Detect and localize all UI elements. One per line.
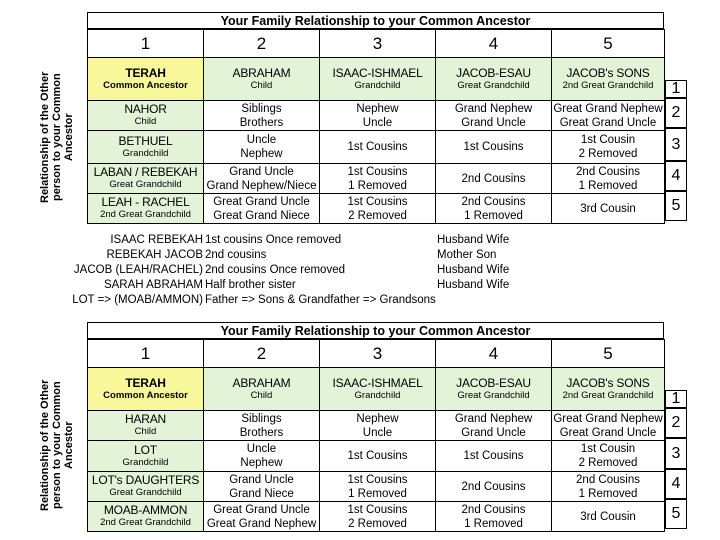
row-number: 3 xyxy=(665,438,687,469)
column-number: 4 xyxy=(436,340,552,368)
generation-header xyxy=(204,368,320,411)
side-label-text: Relationship of the Other person to your Common Ancestor xyxy=(39,379,75,512)
generation-name: TERAH xyxy=(125,375,166,390)
relationship-cell xyxy=(436,441,552,472)
relationship-text: Great Grand Uncle xyxy=(559,116,657,129)
column-number: 5 xyxy=(552,30,665,58)
generation-label: 2nd Great Grandchild xyxy=(562,79,654,91)
relationship-cell xyxy=(436,131,552,164)
relationship-cell xyxy=(204,194,320,224)
generation-name: ISAAC-ISHMAEL xyxy=(332,375,423,390)
row-number: 2 xyxy=(665,408,687,438)
relationship-cell xyxy=(320,164,436,194)
generation-name: TERAH xyxy=(125,65,166,80)
relationship-cell xyxy=(204,411,320,441)
generation-label: Common Ancestor xyxy=(103,389,188,401)
relationship-cell xyxy=(204,101,320,131)
generation-label: Child xyxy=(250,79,273,91)
chart-title: Your Family Relationship to your Common Ancestor xyxy=(87,322,664,339)
relationship-text: Grand Niece xyxy=(229,487,294,500)
note-pair: REBEKAH JACOB xyxy=(106,249,203,261)
note-relation: 1st cousins Once removed xyxy=(205,234,342,246)
person-cell xyxy=(88,472,204,502)
relationship-text: Uncle xyxy=(362,116,393,129)
row-number: 1 xyxy=(665,390,687,408)
generation-name: JACOB-ESAU xyxy=(456,65,531,80)
column-number: 1 xyxy=(88,340,204,368)
relationship-text: 1st Cousins xyxy=(463,450,524,462)
generation-header xyxy=(436,58,552,101)
relationship-text: 3rd Cousin xyxy=(580,510,636,523)
side-label xyxy=(33,56,81,219)
note-relation: 2nd cousins xyxy=(205,249,267,261)
relationship-text: 2nd Cousins xyxy=(576,473,640,486)
person-generation: Child xyxy=(134,426,157,437)
person-generation: Child xyxy=(134,116,157,127)
relationship-cell xyxy=(320,472,436,502)
person-name: LABAN / REBEKAH xyxy=(93,165,198,179)
relationship-cell xyxy=(552,502,665,532)
note-pair: LOT => (MOAB/AMMON) xyxy=(72,294,203,306)
person-cell xyxy=(88,502,204,532)
relationship-text: Grand Uncle xyxy=(461,116,526,129)
relationship-text: 1 Removed xyxy=(578,179,638,192)
relationship-text: Grand Nephew xyxy=(454,102,533,115)
relationship-text: 1st Cousins xyxy=(463,141,524,153)
note-relation: 2nd cousins Once removed xyxy=(205,264,345,276)
relationship-cell xyxy=(436,411,552,441)
relationship-text: 1st Cousins xyxy=(347,165,408,178)
generation-header xyxy=(320,368,436,411)
person-name: BETHUEL xyxy=(118,133,173,148)
generation-label: Common Ancestor xyxy=(103,79,188,91)
note-pair: JACOB (LEAH/RACHEL) xyxy=(73,264,203,276)
column-number: 2 xyxy=(204,340,320,368)
generation-name: ABRAHAM xyxy=(232,65,291,80)
generation-name: JACOB's SONS xyxy=(566,65,650,80)
relationship-text: 1 Removed xyxy=(464,209,523,222)
relationship-text: Grand Uncle xyxy=(229,165,294,178)
relationship-text: 2nd Cousins xyxy=(461,195,526,208)
column-number: 3 xyxy=(320,340,436,368)
generation-name: ABRAHAM xyxy=(232,375,291,390)
relationship-text: Great Grand Uncle xyxy=(213,195,310,208)
note-role: Husband Wife xyxy=(437,279,510,291)
relationship-text: 2 Removed xyxy=(348,517,407,530)
relationship-text: 1st Cousins xyxy=(347,450,408,462)
generation-header xyxy=(204,58,320,101)
relationship-text: Great Grand Niece xyxy=(213,209,310,222)
column-number: 4 xyxy=(436,30,552,58)
relationship-text: Uncle xyxy=(246,134,277,146)
person-cell xyxy=(88,441,204,472)
relationship-cell xyxy=(552,194,665,224)
person-cell xyxy=(88,101,204,131)
relationship-cell xyxy=(552,441,665,472)
relationship-cell xyxy=(552,131,665,164)
relationship-text: Great Grand Uncle xyxy=(559,426,657,439)
relationship-cell xyxy=(436,101,552,131)
column-number: 2 xyxy=(204,30,320,58)
relationship-text: Brothers xyxy=(239,116,284,129)
side-label-text: Relationship of the Other person to your Common Ancestor xyxy=(39,71,75,204)
generation-label: Child xyxy=(250,389,273,401)
side-label xyxy=(33,364,81,527)
person-generation: Grandchild xyxy=(122,456,169,468)
generation-header xyxy=(436,368,552,411)
chart-title: Your Family Relationship to your Common Ancestor xyxy=(87,12,664,29)
person-generation: Great Grandchild xyxy=(109,487,182,498)
relationship-text: Uncle xyxy=(362,426,393,439)
relationship-cell xyxy=(436,472,552,502)
relationship-cell xyxy=(320,131,436,164)
generation-name: JACOB-ESAU xyxy=(456,375,531,390)
relationship-cell xyxy=(204,472,320,502)
relationship-text: 2 Removed xyxy=(578,457,638,469)
relationship-cell xyxy=(552,101,665,131)
relationship-text: Grand Uncle xyxy=(229,473,294,486)
row-number: 5 xyxy=(665,191,687,221)
generation-label: Grandchild xyxy=(354,389,401,401)
relationship-text: Uncle xyxy=(246,443,277,455)
row-number: 5 xyxy=(665,499,687,529)
generation-header xyxy=(552,368,665,411)
relationship-text: Nephew xyxy=(356,412,399,425)
relationship-text: 1st Cousins xyxy=(347,141,408,153)
person-name: HARAN xyxy=(124,412,166,426)
relationship-text: 1 Removed xyxy=(578,487,638,500)
relationship-text: Great Grand Nephew xyxy=(553,412,663,425)
relationship-text: 2 Removed xyxy=(348,209,407,222)
person-name: LEAH - RACHEL xyxy=(101,195,190,209)
relationship-cell xyxy=(436,194,552,224)
relationship-text: 1 Removed xyxy=(348,487,407,500)
relationship-text: Nephew xyxy=(356,102,399,115)
relationship-cell xyxy=(204,131,320,164)
relationship-text: Brothers xyxy=(239,426,284,439)
relationship-text: Siblings xyxy=(241,102,282,115)
person-name: MOAB-AMMON xyxy=(103,503,188,517)
note-role: Mother Son xyxy=(437,249,497,261)
relationship-text: Grand Nephew/Niece xyxy=(206,179,317,192)
relationship-text: 2nd Cousins xyxy=(461,503,526,516)
note-role: Husband Wife xyxy=(437,264,510,276)
note-pair: SARAH ABRAHAM xyxy=(103,279,203,291)
relationship-text: 1 Removed xyxy=(464,517,523,530)
generation-label: 2nd Great Grandchild xyxy=(562,389,654,401)
person-generation: Great Grandchild xyxy=(109,179,182,190)
relationship-cell xyxy=(436,502,552,532)
person-name: NAHOR xyxy=(124,102,167,116)
relationship-cell xyxy=(552,411,665,441)
relationship-cell xyxy=(320,101,436,131)
generation-name: JACOB's SONS xyxy=(566,375,650,390)
generation-header xyxy=(88,368,204,411)
person-cell xyxy=(88,131,204,164)
relationship-cell xyxy=(320,502,436,532)
relationship-cell xyxy=(320,441,436,472)
generation-label: Great Grandchild xyxy=(457,79,530,91)
person-generation: Grandchild xyxy=(122,147,169,159)
relationship-cell xyxy=(320,411,436,441)
row-number: 4 xyxy=(665,469,687,499)
relationship-text: 2nd Cousins xyxy=(461,172,526,185)
generation-header xyxy=(320,58,436,101)
relationship-text: 2 Removed xyxy=(578,148,638,160)
relationship-text: Great Grand Nephew xyxy=(206,517,317,530)
relationship-text: 3rd Cousin xyxy=(580,202,636,215)
relationship-cell xyxy=(552,164,665,194)
column-number: 5 xyxy=(552,340,665,368)
relationship-cell xyxy=(552,472,665,502)
person-generation: 2nd Great Grandchild xyxy=(100,517,191,528)
relationship-grid xyxy=(87,339,665,532)
relationship-cell xyxy=(204,164,320,194)
relationship-notes xyxy=(0,233,720,308)
generation-header xyxy=(552,58,665,101)
relationship-text: Great Grand Uncle xyxy=(213,503,310,516)
generation-name: ISAAC-ISHMAEL xyxy=(332,65,423,80)
person-cell xyxy=(88,411,204,441)
person-cell xyxy=(88,164,204,194)
generation-label: Grandchild xyxy=(354,79,401,91)
relationship-cell xyxy=(204,441,320,472)
relationship-cell xyxy=(204,502,320,532)
note-relation: Father => Sons & Grandfather => Grandsons xyxy=(205,294,436,306)
relationship-cell xyxy=(436,164,552,194)
row-number: 3 xyxy=(665,128,687,161)
row-number: 2 xyxy=(665,98,687,128)
column-number: 1 xyxy=(88,30,204,58)
row-number: 1 xyxy=(665,80,687,98)
column-number: 3 xyxy=(320,30,436,58)
relationship-text: 1st Cousin xyxy=(580,443,636,455)
generation-header xyxy=(88,58,204,101)
relationship-text: Grand Uncle xyxy=(461,426,526,439)
relationship-text: 2nd Cousins xyxy=(576,165,640,178)
relationship-grid xyxy=(87,29,665,224)
relationship-text: 1 Removed xyxy=(348,179,407,192)
relationship-text: Great Grand Nephew xyxy=(553,102,663,115)
note-pair: ISAAC REBEKAH xyxy=(110,234,203,246)
person-name: LOT xyxy=(134,442,157,457)
person-name: LOT's DAUGHTERS xyxy=(91,473,200,487)
relationship-text: Nephew xyxy=(240,457,283,469)
relationship-text: Nephew xyxy=(240,148,283,160)
person-generation: 2nd Great Grandchild xyxy=(100,209,191,220)
relationship-text: Grand Nephew xyxy=(454,412,533,425)
note-relation: Half brother sister xyxy=(205,279,296,291)
relationship-text: 1st Cousins xyxy=(347,195,408,208)
person-cell xyxy=(88,194,204,224)
relationship-text: 1st Cousins xyxy=(347,503,408,516)
note-role: Husband Wife xyxy=(437,234,510,246)
relationship-cell xyxy=(320,194,436,224)
relationship-text: 1st Cousin xyxy=(580,134,636,146)
relationship-text: 2nd Cousins xyxy=(461,480,526,493)
row-number: 4 xyxy=(665,161,687,191)
generation-label: Great Grandchild xyxy=(457,389,530,401)
relationship-text: 1st Cousins xyxy=(347,473,408,486)
relationship-text: Siblings xyxy=(241,412,282,425)
